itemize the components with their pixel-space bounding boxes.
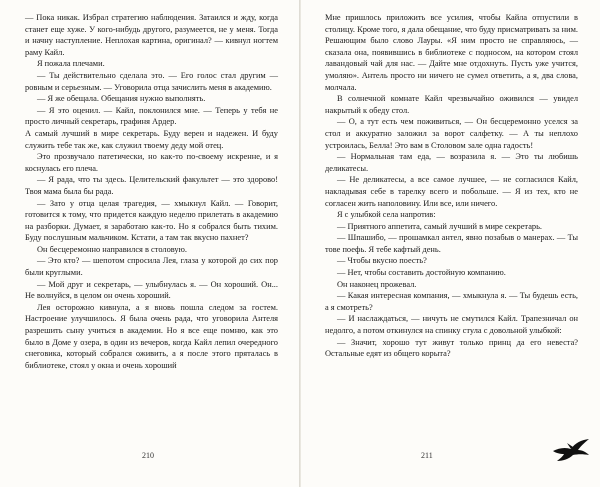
right-page-body (325, 12, 578, 360)
right-page-paragraph: — О, а тут есть чем поживиться, — Он бесцеремонно уселся за стол и аккуратно заложил за ворот салфетку. — А ты неплохо устроилась, Белла! Это вам в Столовом зале одна гадость! (325, 117, 578, 150)
right-page-paragraph: — Приятного аппетита, самый лучший в мире секретарь. (337, 221, 543, 231)
right-page-paragraph: Я с улыбкой села напротив: (337, 210, 436, 220)
left-page (0, 0, 299, 487)
right-page (301, 0, 600, 487)
bird-ornament-icon (551, 437, 591, 463)
right-page-paragraph: Мне пришлось приложить все усилия, чтобы Кайла отпустили в столицу. Кроме того, я дала обещание, что буду присматривать за ним. Решающим было слово Лауры. «Я ним просто не справляюсь, — сказала она, появившись в библиотеке с подносом, на котором стоял лавандовый чай для нас. — Дайте мне отдохнуть. Пусть уже учится, умоляю». Антель просто ни ничего не сумел ответить, а я, два слова, молчала. (325, 13, 578, 92)
page-number-left: 210 (142, 451, 154, 460)
right-page-paragraph: — Не деликатесы, а все самое лучшее, — не согласился Кайл, накладывая себе в тарелку всего и побольше. — Я из тех, кто не согласен жить наполовину. Или все, или ничего. (325, 175, 578, 208)
right-page-paragraph: — Нормальная там еда, — возразила я. — Это ты любишь деликатесы. (325, 152, 578, 173)
left-page-paragraph: — Ты действительно сделала это. — Его голос стал другим — ровным и серьезным. — Уговорила отца зачислить меня в академию. (25, 70, 278, 92)
left-page-paragraph: — Я рада, что ты здесь. Целительский факультет — это здорово! Твоя мама была бы рада. (25, 175, 278, 196)
left-page-paragraph: — Зато у отца целая трагедия, — хмыкнул Кайл. — Говорит, готовится к тому, что придется каждую неделю прилетать в академию на разборки. Думает, я заработаю как-то. Но я собрался быть тихим. Буду послушным мальчиком. Кстати, а там так вкусно пахнет? (25, 198, 278, 243)
right-page-paragraph: Он наконец прожевал. (337, 279, 417, 289)
left-page-paragraph: Лея осторожно кивнула, а я вновь пошла следом за гостем. Настроение улучшилось. Я была очень рада, что уговорила Антеля разрешить сыну учиться в академии. Но я все еще помню, как это было в Доме у озера, в один из вечеров, когда Кайл лепил очередного снеговика, который собрался оживить, а я после этого пряталась в библиотеке, стоял у окна и очень хороший (25, 302, 278, 370)
left-page-paragraph: Он бесцеремонно направился в столовую. (37, 244, 187, 254)
right-page-paragraph: — И наслаждаться, — ничуть не смутился Кайл. Трапезничал он недолго, а потом откинулся на спинку стула с довольной улыбкой: (325, 314, 578, 336)
left-page-paragraph: — Это кто? — шепотом спросила Лея, глаза у которой до сих пор были круглыми. (25, 256, 278, 278)
left-page-paragraph: — Пока никак. Избрал стратегию наблюдения. Затаился и жду, когда станет еще хуже. У кого-нибудь другого, разумеется, не у меня. Тогда и начну наступление. Неплохая картина, оригинал? — кивнул ногтем раму Кайл. (25, 13, 278, 57)
right-page-paragraph: — Какая интересная компания, — хмыкнула я. — Ты будешь есть, а я смотреть? (325, 291, 578, 312)
left-page-paragraph: Я пожала плечами. (37, 59, 105, 69)
left-page-paragraph: — Я же обещала. Обещания нужно выполнять. (37, 94, 206, 104)
left-page-body (25, 12, 278, 371)
left-page-paragraph: А самый лучший в мире секретарь. Буду верен и надежен. И буду служить тебе так же, как служил твоему деду мой отец. (25, 128, 278, 150)
right-page-paragraph: — Нет, чтобы составить достойную компанию. (337, 268, 506, 278)
right-page-paragraph: — Значит, хорошо тут живут только принц да его невеста? Остальные едят из общего корыта? (325, 337, 578, 359)
right-page-paragraph: В солнечной комнате Кайл чрезвычайно оживился — увидел накрытый к обеду стол. (325, 94, 578, 115)
right-page-paragraph: — Шпашибо, — прошамкал антел, явно позабыв о манерах. — Ты тове поефь. Я тебе кафтый день. (325, 233, 578, 254)
left-page-paragraph: — Мой друг и секретарь, — улыбнулась я. — Он хороший. Он... Не волнуйся, в целом он очень хороший. (25, 279, 278, 301)
right-page-paragraph: — Чтобы вкусно поесть? (337, 256, 427, 266)
left-page-paragraph: Это прозвучало патетически, но как-то по-своему искренне, и я коснулась его плеча. (25, 152, 278, 173)
left-page-paragraph: — Я это оценил. — Кайл, поклонился мне. — Теперь у тебя не просто личный секретарь, графиня Ардер. (25, 105, 278, 127)
page-number-right: 211 (421, 451, 433, 460)
